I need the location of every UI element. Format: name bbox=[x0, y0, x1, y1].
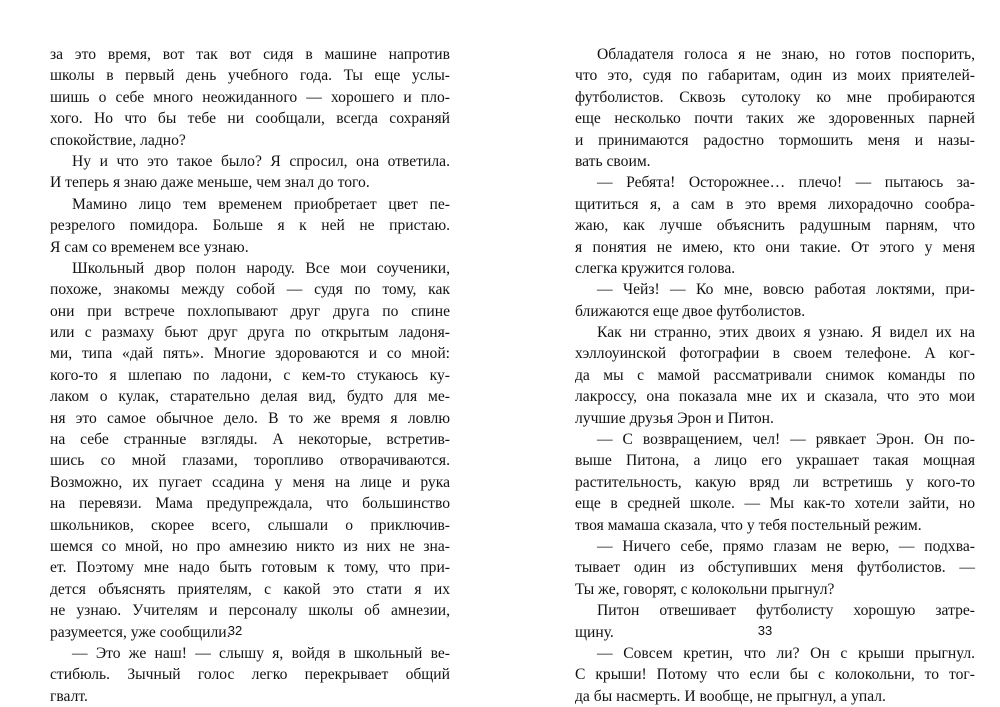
text-line: за это время, вот так вот сидя в машине напротив bbox=[50, 46, 450, 63]
left-page bbox=[50, 44, 450, 707]
text-line: Ну и что это такое было? Я спросил, она ответила. bbox=[72, 152, 450, 170]
text-line: хого. Но что бы тебе ни сообщали, всегда сохраняй bbox=[50, 110, 450, 128]
text-line: на перевязи. Мама предупреждала, что большинство bbox=[50, 495, 450, 513]
text-line: ми, типа «дай пять». Многие здороваются и со мной: bbox=[50, 345, 450, 363]
text-line: тывает один из обступивших меня футболистов. — bbox=[575, 559, 975, 577]
text-line: лучшие друзья Эрон и Питон. bbox=[575, 409, 774, 427]
text-line: лаком о кулак, старательно делая вид, будто для ме- bbox=[50, 388, 450, 406]
text-line: ет. Поэтому мне надо быть готовым к тому, что при- bbox=[50, 559, 450, 577]
text-line: дется объяснять приятелям, с какой это стати я их bbox=[50, 580, 450, 598]
text-line: я понятия не имею, кто они такие. От этого у меня bbox=[575, 238, 975, 256]
text-line: — Совсем кретин, что ли? Он с крыши прыгнул. bbox=[597, 644, 975, 662]
text-line: да бы насмерть. И вообще, не прыгнул, а упал. bbox=[575, 687, 886, 705]
text-line: жаю, как лучше объяснить радушным парням, что bbox=[575, 217, 975, 235]
text-line: школы в первый день учебного года. Ты еще услы- bbox=[50, 67, 450, 85]
text-line: не узнаю. Учителям и персоналу школы об амнезии, bbox=[50, 602, 450, 620]
text-line: вать своим. bbox=[575, 152, 651, 170]
text-line: или с размаху бьют друг друга по открытым ладоня- bbox=[50, 324, 450, 342]
text-line: шишь о себе много неожиданного — хорошего и пло- bbox=[50, 88, 450, 106]
text-line: еще несколько почти таких же здоровенных парней bbox=[575, 110, 975, 128]
text-line: лакроссу, она показала мне их и сказала, что это мои bbox=[575, 388, 975, 406]
right-page-number: 33 bbox=[757, 623, 773, 638]
text-line: — С возвращением, чел! — рявкает Эрон. Он по- bbox=[597, 431, 975, 449]
right-page bbox=[575, 44, 975, 707]
text-line: растительность, какую вряд ли встретишь у кого-то bbox=[575, 473, 975, 491]
text-line: шись со мной глазами, торопливо отворачиваются. bbox=[50, 452, 450, 470]
text-line: Школьный двор полон народу. Все мои соученики, bbox=[72, 259, 450, 277]
text-line: Обладателя голоса я не знаю, но готов поспорить, bbox=[597, 46, 975, 63]
text-line: И теперь я знаю даже меньше, чем знал до того. bbox=[50, 174, 370, 192]
text-line: шемся со мной, но про амнезию никто из них не зна- bbox=[50, 537, 450, 555]
text-line: Питон отвешивает футболисту хорошую затре- bbox=[597, 602, 975, 620]
text-line: ня это самое обычное дело. В то же время я ловлю bbox=[50, 409, 450, 427]
text-line: они при встрече похлопывают друг друга по спине bbox=[50, 302, 450, 320]
text-line: Возможно, их пугает ссадина у меня на лице и рука bbox=[50, 473, 450, 491]
text-line: стибюль. Зычный голос легко перекрывает общий bbox=[50, 666, 450, 684]
text-line: щину. bbox=[575, 623, 614, 641]
text-line: щититься я, а сам в это время лихорадочно сообра- bbox=[575, 195, 975, 213]
text-line: разумеется, уже сообщили. bbox=[50, 623, 231, 641]
text-line: Мамино лицо тем временем приобретает цвет пе- bbox=[72, 195, 450, 213]
text-line: гвалт. bbox=[50, 687, 88, 705]
text-line: спокойствие, ладно? bbox=[50, 131, 186, 149]
text-line: выше Питона, а лицо его украшает такая мощная bbox=[575, 452, 975, 470]
text-line: — Чейз! — Ко мне, вовсю работая локтями, при- bbox=[597, 281, 975, 299]
text-line: на себе странные взгляды. А некоторые, встретив- bbox=[50, 431, 450, 449]
text-line: Ты же, говорят, с колокольни прыгнул? bbox=[575, 580, 835, 598]
text-line: С крыши! Потому что если бы с колокольни, то тог- bbox=[575, 666, 975, 684]
text-line: резрелого помидора. Больше я к ней не пристаю. bbox=[50, 217, 450, 235]
text-line: слегка кружится голова. bbox=[575, 259, 736, 277]
text-line: — Ребята! Осторожнее… плечо! — пытаюсь за- bbox=[597, 174, 975, 192]
text-line: — Это же наш! — слышу я, войдя в школьный ве- bbox=[72, 644, 450, 662]
text-line: Я сам со временем все узнаю. bbox=[50, 238, 249, 256]
text-line: — Ничего себе, прямо глазам не верю, — подхва- bbox=[597, 537, 975, 555]
text-line: что это, судя по габаритам, один из моих приятелей- bbox=[575, 67, 975, 85]
text-line: еще в средней школе. — Мы как-то хотели зайти, но bbox=[575, 495, 975, 513]
text-line: твоя мамаша сказала, что у тебя постельный режим. bbox=[575, 516, 922, 534]
text-line: похоже, знакомы между собой — судя по тому, как bbox=[50, 281, 450, 299]
text-line: ближаются еще двое футболистов. bbox=[575, 302, 806, 320]
text-line: футболистов. Сквозь сутолоку ко мне пробираются bbox=[575, 88, 975, 106]
left-page-number: 32 bbox=[227, 623, 243, 638]
text-line: кого-то я шлепаю по ладони, с кем-то стукаюсь ку- bbox=[50, 366, 450, 384]
text-line: хэллоуинской фотографии в своем телефоне. А ког- bbox=[575, 345, 975, 363]
text-line: школьников, скорее всего, слышали о приключив- bbox=[50, 516, 450, 534]
text-line: Как ни странно, этих двоих я узнаю. Я видел их на bbox=[597, 324, 975, 342]
text-line: и принимаются радостно тормошить меня и назы- bbox=[575, 131, 975, 149]
text-line: да мы с мамой рассматривали снимок команды по bbox=[575, 366, 975, 384]
